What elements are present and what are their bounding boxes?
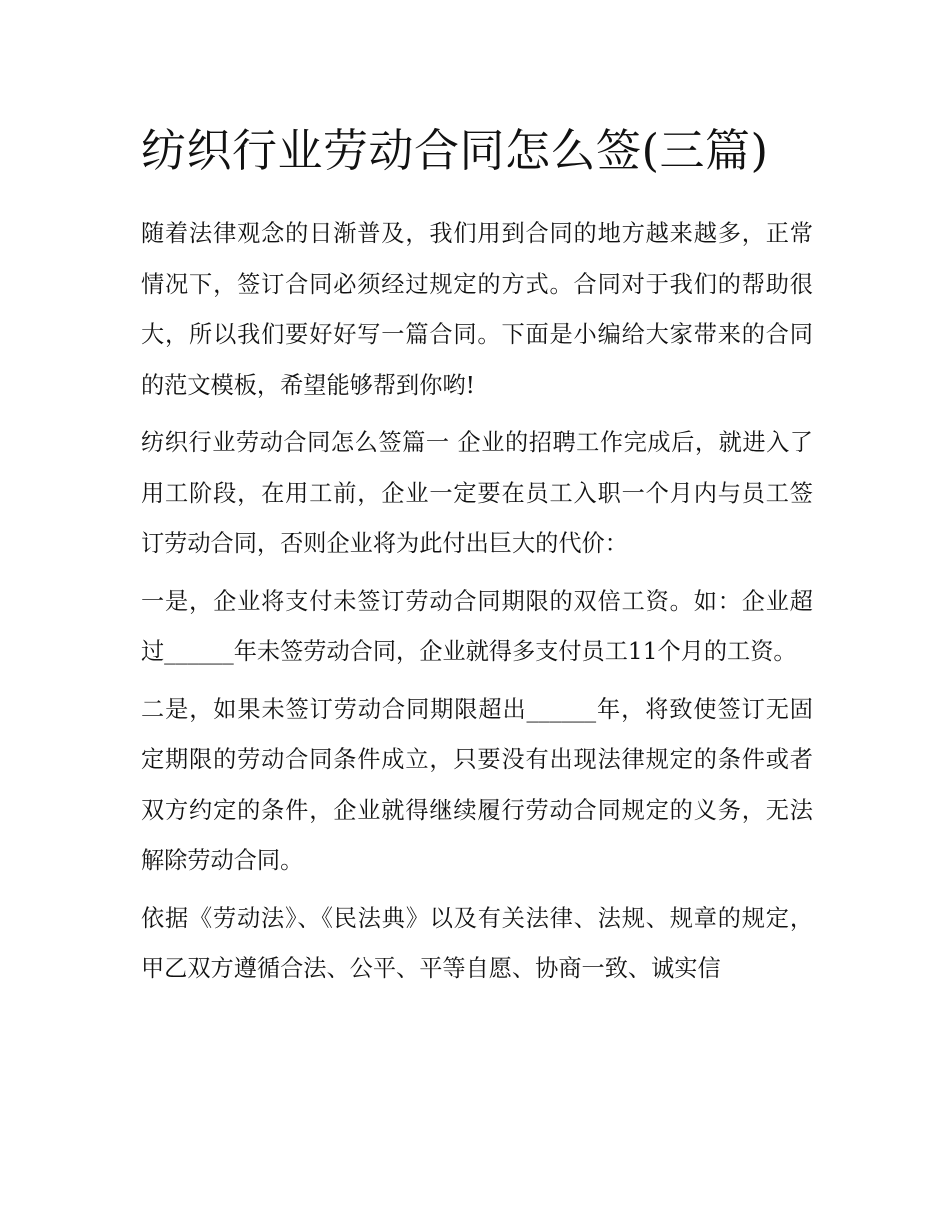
paragraph-section-one: 纺织行业劳动合同怎么签篇一 企业的招聘工作完成后，就进入了用工阶段，在用工前，企业一定要在员工入职一个月内与员工签订劳动合同，否则企业将为此付出巨大的代价： bbox=[141, 429, 813, 557]
paragraph-legal-basis: 依据《劳动法》、《民法典》以及有关法律、法规、规章的规定，甲乙双方遵循合法、公平、平等自愿、协商一致、诚实信 bbox=[141, 904, 813, 982]
paragraph-point-two: 二是，如果未签订劳动合同期限超出______年，将致使签订无固定期限的劳动合同条件成立，只要没有出现法律规定的条件或者双方约定的条件，企业就得继续履行劳动合同规定的义务，无法解除劳动合同。 bbox=[141, 695, 813, 874]
paragraph-point-one: 一是，企业将支付未签订劳动合同期限的双倍工资。如：企业超过______年未签劳动合同，企业就得多支付员工11个月的工资。 bbox=[141, 587, 813, 665]
document-body bbox=[141, 209, 813, 995]
document-content bbox=[141, 112, 813, 995]
document-title: 纺织行业劳动合同怎么签(三篇) bbox=[141, 124, 769, 177]
paragraph-intro: 随着法律观念的日渐普及，我们用到合同的地方越来越多，正常情况下，签订合同必须经过规定的方式。合同对于我们的帮助很大，所以我们要好好写一篇合同。下面是小编给大家带来的合同的范文模板，希望能够帮到你哟! bbox=[141, 220, 813, 399]
